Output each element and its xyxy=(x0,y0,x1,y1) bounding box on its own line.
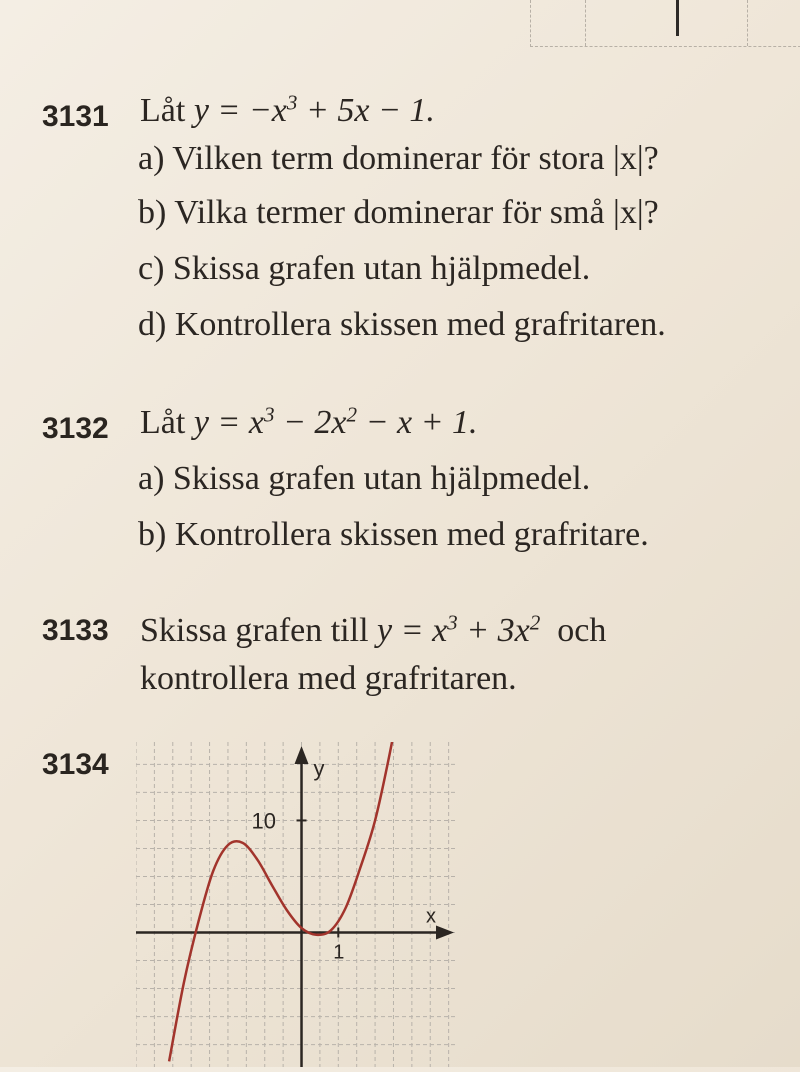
x-tick-label: 1 xyxy=(333,941,345,964)
exercise-line-2: kontrollera med grafritaren. xyxy=(140,660,517,697)
series-curve xyxy=(169,742,412,1061)
y-tick-label: 10 xyxy=(251,808,277,834)
exercise-number: 3133 xyxy=(42,614,109,647)
line-end: och xyxy=(557,612,607,649)
y-axis-label: y xyxy=(313,756,325,781)
exercise-number: 3132 xyxy=(42,412,109,445)
corner-mark xyxy=(676,0,679,36)
equation: $y = x^3 + 3x^2$ xyxy=(377,610,541,649)
intro-text: Låt xyxy=(140,404,186,441)
x-axis-label: x xyxy=(426,905,436,928)
exercise-intro xyxy=(140,92,435,130)
exercise-number: 3134 xyxy=(42,748,109,781)
sub-question-d: d) Kontrollera skissen med grafritaren. xyxy=(138,306,666,343)
line-text: Skissa grafen till xyxy=(140,612,369,649)
axes xyxy=(136,746,454,1067)
page-corner-grid xyxy=(530,0,800,47)
sub-question-a: a) Vilken term dominerar för stora |x|? xyxy=(138,140,659,177)
exercise-line-1 xyxy=(140,612,606,650)
equation: $y = x^3 - 2x^2 - x + 1$. xyxy=(193,402,478,441)
sub-question-b: b) Kontrollera skissen med grafritare. xyxy=(138,516,649,553)
sub-question-b: b) Vilka termer dominerar för små |x|? xyxy=(138,194,659,231)
exercise-intro xyxy=(140,404,478,442)
exercise-number: 3131 xyxy=(42,100,109,133)
equation: $y = -x^3 + 5x - 1$. xyxy=(193,90,435,129)
sub-question-a: a) Skissa grafen utan hjälpmedel. xyxy=(138,460,591,497)
x-axis-arrow xyxy=(436,926,454,940)
sub-question-c: c) Skissa grafen utan hjälpmedel. xyxy=(138,250,591,287)
graph-svg xyxy=(136,742,456,1067)
graph-3134 xyxy=(136,742,456,1067)
grid xyxy=(136,742,456,1067)
y-axis-arrow xyxy=(295,746,309,764)
intro-text: Låt xyxy=(140,92,186,129)
